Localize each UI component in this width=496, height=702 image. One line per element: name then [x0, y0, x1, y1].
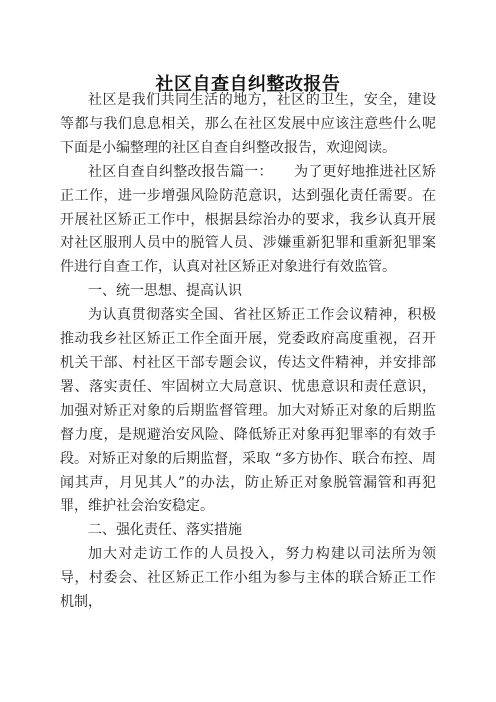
paragraph-section-two: 加大对走访工作的人员投入，努力构建以司法所为领导，村委会、社区矫正工作小组为参与主体的联合矫正工作机制，	[60, 546, 436, 611]
document-body	[60, 89, 436, 615]
section-heading-one: 一、统一思想、提高认识	[88, 283, 242, 300]
paragraph-report-one: 社区自查自纠整改报告篇一： 为了更好地推进社区矫正工作，进一步增强风险防范意识，达到强化责任需要。在开展社区矫正工作中，根据县综治办的要求，我乡认真开展对社区服刑人员中的脱管人员、涉嫌重新犯罪和重新犯罪案件进行自查工作，认真对社区矫正对象进行有效监管。	[60, 163, 436, 276]
document-title: 社区自查自纠整改报告	[155, 74, 341, 96]
paragraph-intro: 社区是我们共同生活的地方，社区的卫生，安全，建设等都与我们息息相关，那么在社区发展中应该注意些什么呢下面是小编整理的社区自查自纠整改报告，欢迎阅读。	[60, 92, 436, 156]
section-heading-two: 二、强化责任、落实措施	[88, 522, 242, 539]
paragraph-section-one: 为认真贯彻落实全国、省社区矫正工作会议精神，积极推动我乡社区矫正工作全面开展，党委政府高度重视，召开机关干部、村社区干部专题会议，传达文件精神，并安排部署、落实责任、牢固树立大局意识、忧患意识和责任意识，加强对矫正对象的后期监督管理。加大对矫正对象的后期监督力度，是规避治安风险、降低矫正对象再犯罪率的有效手段。对矫正对象的后期监督，采取 “多方协作、联合布控、周闻其声，月见其人”的办法，防止矫正对象脱管漏管和再犯罪，维护社会治安稳定。	[60, 307, 436, 515]
